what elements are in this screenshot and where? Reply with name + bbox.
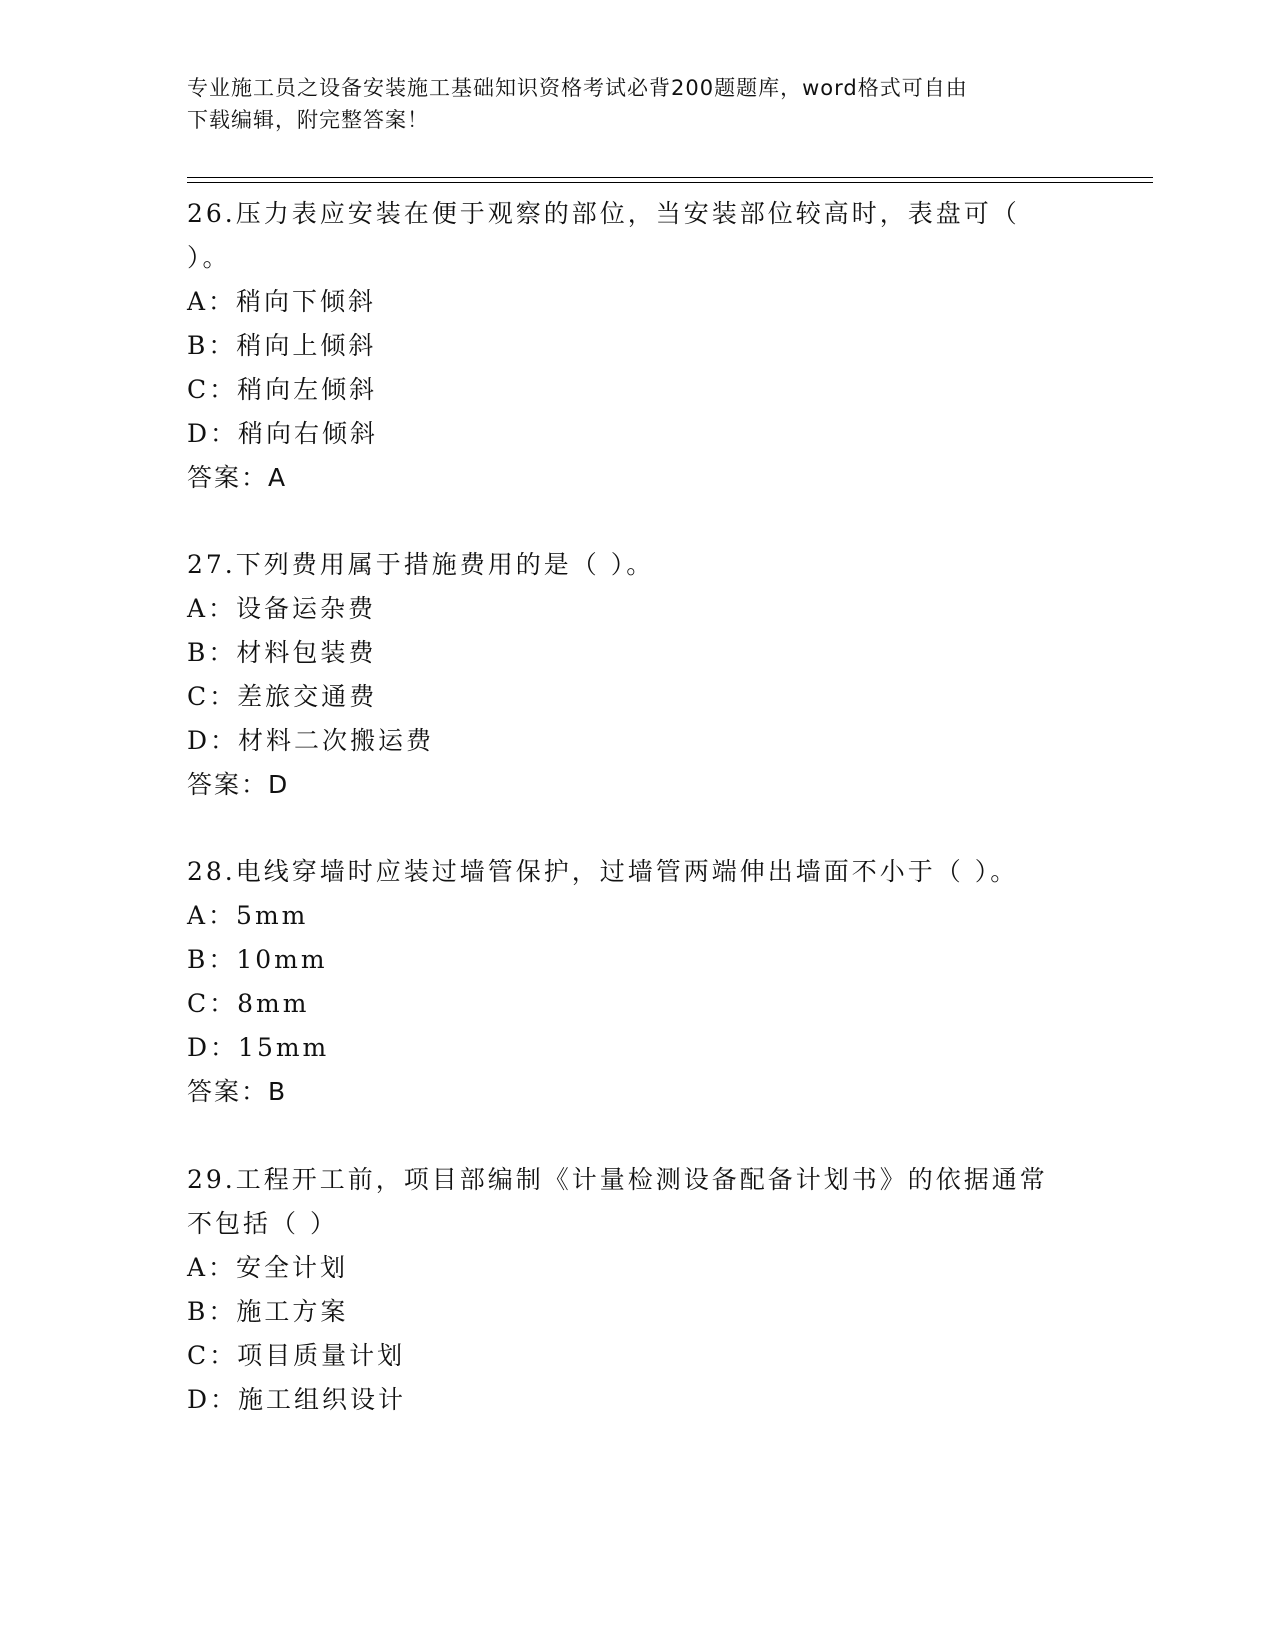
question-27-option-b: B：材料包装费 — [187, 638, 377, 667]
question-29-option-a: A：安全计划 — [187, 1253, 349, 1282]
question-26-option-c: C：稍向左倾斜 — [187, 375, 378, 404]
document-header — [187, 72, 1067, 136]
header-line-2: 下载编辑，附完整答案！ — [187, 108, 429, 132]
question-27-option-a: A：设备运杂费 — [187, 594, 377, 623]
question-28-stem: 28.电线穿墙时应装过墙管保护，过墙管两端伸出墙面不小于（ ）。 — [187, 857, 1019, 886]
question-27-stem: 27.下列费用属于措施费用的是（ ）。 — [187, 550, 655, 579]
question-29-option-b: B：施工方案 — [187, 1297, 349, 1326]
header-line-1: 专业施工员之设备安装施工基础知识资格考试必背200题题库，word格式可自由 — [187, 76, 968, 100]
question-29-stem-cont: 不包括（ ） — [187, 1209, 338, 1238]
question-29-option-d: D：施工组织设计 — [187, 1385, 407, 1414]
question-29-option-c: C：项目质量计划 — [187, 1341, 406, 1370]
question-26-option-b: B：稍向上倾斜 — [187, 331, 377, 360]
question-28-option-b: B：10mm — [187, 945, 328, 974]
question-28-option-d: D：15mm — [187, 1033, 330, 1062]
question-29-stem: 29.工程开工前，项目部编制《计量检测设备配备计划书》的依据通常 — [187, 1165, 1048, 1194]
question-26-stem: 26.压力表应安装在便于观察的部位，当安装部位较高时，表盘可（ — [187, 199, 1020, 228]
question-27-option-c: C：差旅交通费 — [187, 682, 378, 711]
question-27-option-d: D：材料二次搬运费 — [187, 726, 435, 755]
header-divider-bottom — [187, 182, 1153, 183]
question-28-answer: 答案：B — [187, 1077, 288, 1106]
question-26-stem-cont: ）。 — [187, 243, 231, 272]
question-27-answer: 答案：D — [187, 770, 290, 799]
question-26-option-d: D：稍向右倾斜 — [187, 419, 379, 448]
question-26-option-a: A：稍向下倾斜 — [187, 287, 377, 316]
question-28-option-c: C：8mm — [187, 989, 310, 1018]
header-divider-top — [187, 177, 1153, 178]
question-28-option-a: A：5mm — [187, 901, 309, 930]
question-26-answer: 答案：A — [187, 463, 288, 492]
